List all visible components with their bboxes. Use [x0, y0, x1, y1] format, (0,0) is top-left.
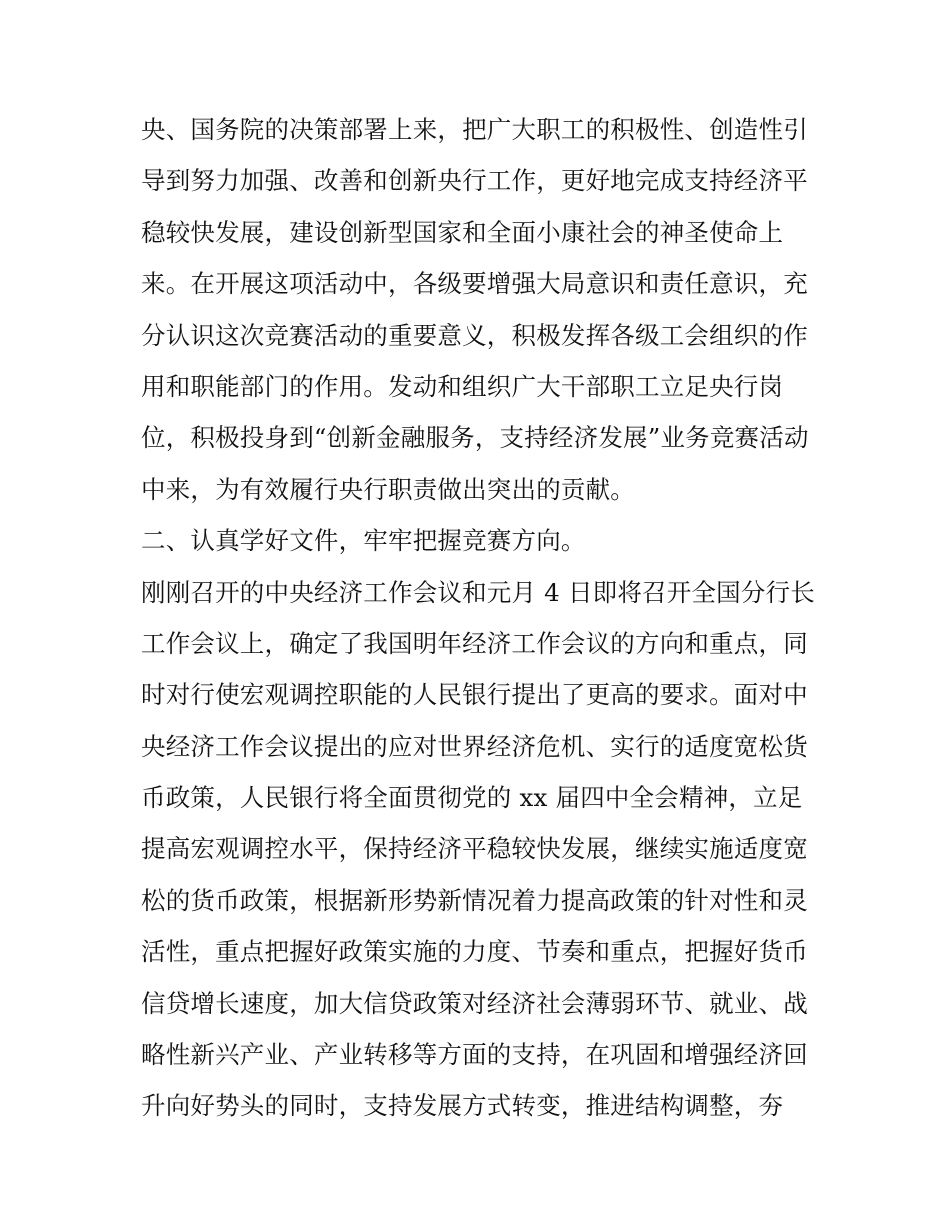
text-line: 活性，重点把握好政策实施的力度、节奏和重点，把握好货币	[141, 937, 808, 967]
text-line: 中来，为有效履行央行职责做出突出的贡献。	[141, 474, 635, 504]
text-line: 分认识这次竞赛活动的重要意义，积极发挥各级工会组织的作	[141, 320, 808, 350]
text-line: 略性新兴产业、产业转移等方面的支持，在巩固和增强经济回	[141, 1040, 808, 1070]
text-line: 来。在开展这项活动中，各级要增强大局意识和责任意识，充	[141, 269, 808, 299]
text-line: 币政策，人民银行将全面贯彻党的 xx 届四中全会精神，立足	[141, 783, 803, 813]
text-line: 用和职能部门的作用。发动和组织广大干部职工立足央行岗	[141, 371, 784, 401]
text-line: 位，积极投身到“创新金融服务，支持经济发展”业务竞赛活动	[141, 423, 809, 453]
text-line: 导到努力加强、改善和创新央行工作，更好地完成支持经济平	[141, 166, 808, 196]
section-heading: 二、认真学好文件，牢牢把握竞赛方向。	[141, 526, 586, 556]
text-line: 时对行使宏观调控职能的人民银行提出了更高的要求。面对中	[141, 680, 808, 710]
text-line: 刚刚召开的中央经济工作会议和元月 4 日即将召开全国分行长	[141, 577, 815, 607]
text-line: 央、国务院的决策部署上来，把广大职工的积极性、创造性引	[141, 115, 808, 144]
text-line: 松的货币政策，根据新形势新情况着力提高政策的针对性和灵	[141, 885, 808, 915]
text-line: 升向好势头的同时，支持发展方式转变，推进结构调整，夯	[141, 1091, 784, 1121]
text-line: 工作会议上，确定了我国明年经济工作会议的方向和重点，同	[141, 628, 808, 658]
text-line: 提高宏观调控水平，保持经济平稳较快发展，继续实施适度宽	[141, 834, 808, 864]
text-line: 央经济工作会议提出的应对世界经济危机、实行的适度宽松货	[141, 731, 808, 761]
document-body	[141, 104, 821, 1132]
text-line: 信贷增长速度，加大信贷政策对经济社会薄弱环节、就业、战	[141, 988, 808, 1018]
text-line: 稳较快发展，建设创新型国家和全面小康社会的神圣使命上	[141, 217, 784, 247]
